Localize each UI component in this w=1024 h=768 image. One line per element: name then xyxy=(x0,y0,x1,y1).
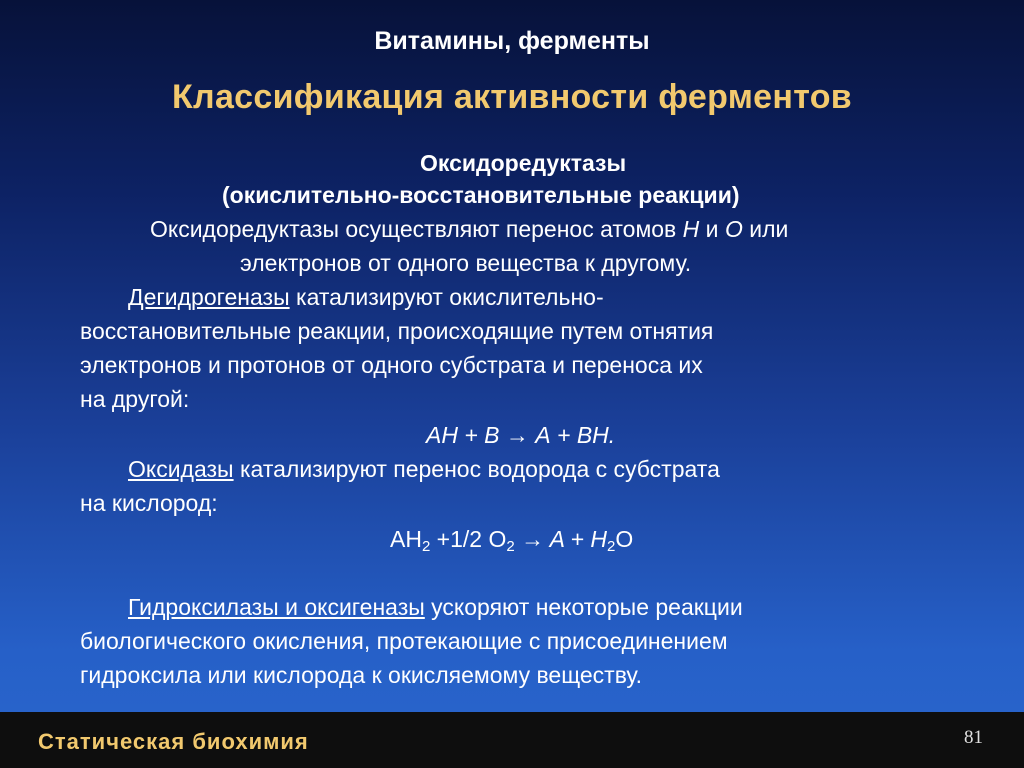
formula-part-o2: +1/2 O xyxy=(430,526,507,552)
intro-line-2: электронов от одного вещества к другому. xyxy=(240,250,692,276)
hydroxylases-line-2: биологического окисления, протекающие с присоединением xyxy=(80,628,728,654)
hydroxylases-term: Гидроксилазы и оксигеназы xyxy=(128,594,425,620)
formula-part-o: O xyxy=(615,526,634,552)
hydroxylases-text: ускоряют некоторые реакции xyxy=(424,594,743,620)
page-number: 81 xyxy=(964,727,983,748)
intro-text-a: Оксидоредуктазы осуществляют перенос атомов xyxy=(150,216,683,242)
slide-topic: Витамины, ферменты xyxy=(374,27,650,55)
hydroxylases-line-1 xyxy=(128,590,743,624)
formula-part-arrow: → A + H xyxy=(514,526,607,552)
dehydrogenases-term: Дегидрогеназы xyxy=(128,284,290,310)
section-heading: Оксидоредуктазы xyxy=(420,150,627,176)
intro-o-atom: О xyxy=(724,216,743,242)
formula-sub-3: 2 xyxy=(606,538,616,555)
formula-oxidation xyxy=(390,522,633,556)
oxidases-line-2: на кислород: xyxy=(80,490,218,516)
formula-sub-2: 2 xyxy=(506,538,515,555)
dehydrogenases-line-4: на другой: xyxy=(80,386,190,412)
intro-text-b: и xyxy=(699,216,725,242)
oxidases-line-1 xyxy=(128,452,720,486)
section-subheading: (окислительно-восстановительные реакции) xyxy=(222,182,740,208)
oxidases-text: катализируют перенос водорода с субстрата xyxy=(233,456,720,482)
intro-line-1 xyxy=(150,212,788,246)
formula-part-ah: АН xyxy=(390,526,422,552)
formula-dehydrogenation: АН + В → А + ВН. xyxy=(426,422,616,448)
formula-sub-1: 2 xyxy=(421,538,431,555)
dehydrogenases-line-2: восстановительные реакции, происходящие путем отнятия xyxy=(80,318,714,344)
intro-h-atom: Н xyxy=(682,216,700,242)
footer-course-title: Статическая биохимия xyxy=(38,729,309,754)
hydroxylases-line-3: гидроксила или кислорода к окисляемому веществу. xyxy=(80,662,643,688)
dehydrogenases-line-3: электронов и протонов от одного субстрата и переноса их xyxy=(80,352,703,378)
dehydrogenases-text: катализируют окислительно- xyxy=(289,284,604,310)
slide-title: Классификация активности ферментов xyxy=(172,78,852,116)
intro-text-c: или xyxy=(742,216,789,242)
dehydrogenases-line-1 xyxy=(128,280,604,314)
oxidases-term: Оксидазы xyxy=(128,456,234,482)
